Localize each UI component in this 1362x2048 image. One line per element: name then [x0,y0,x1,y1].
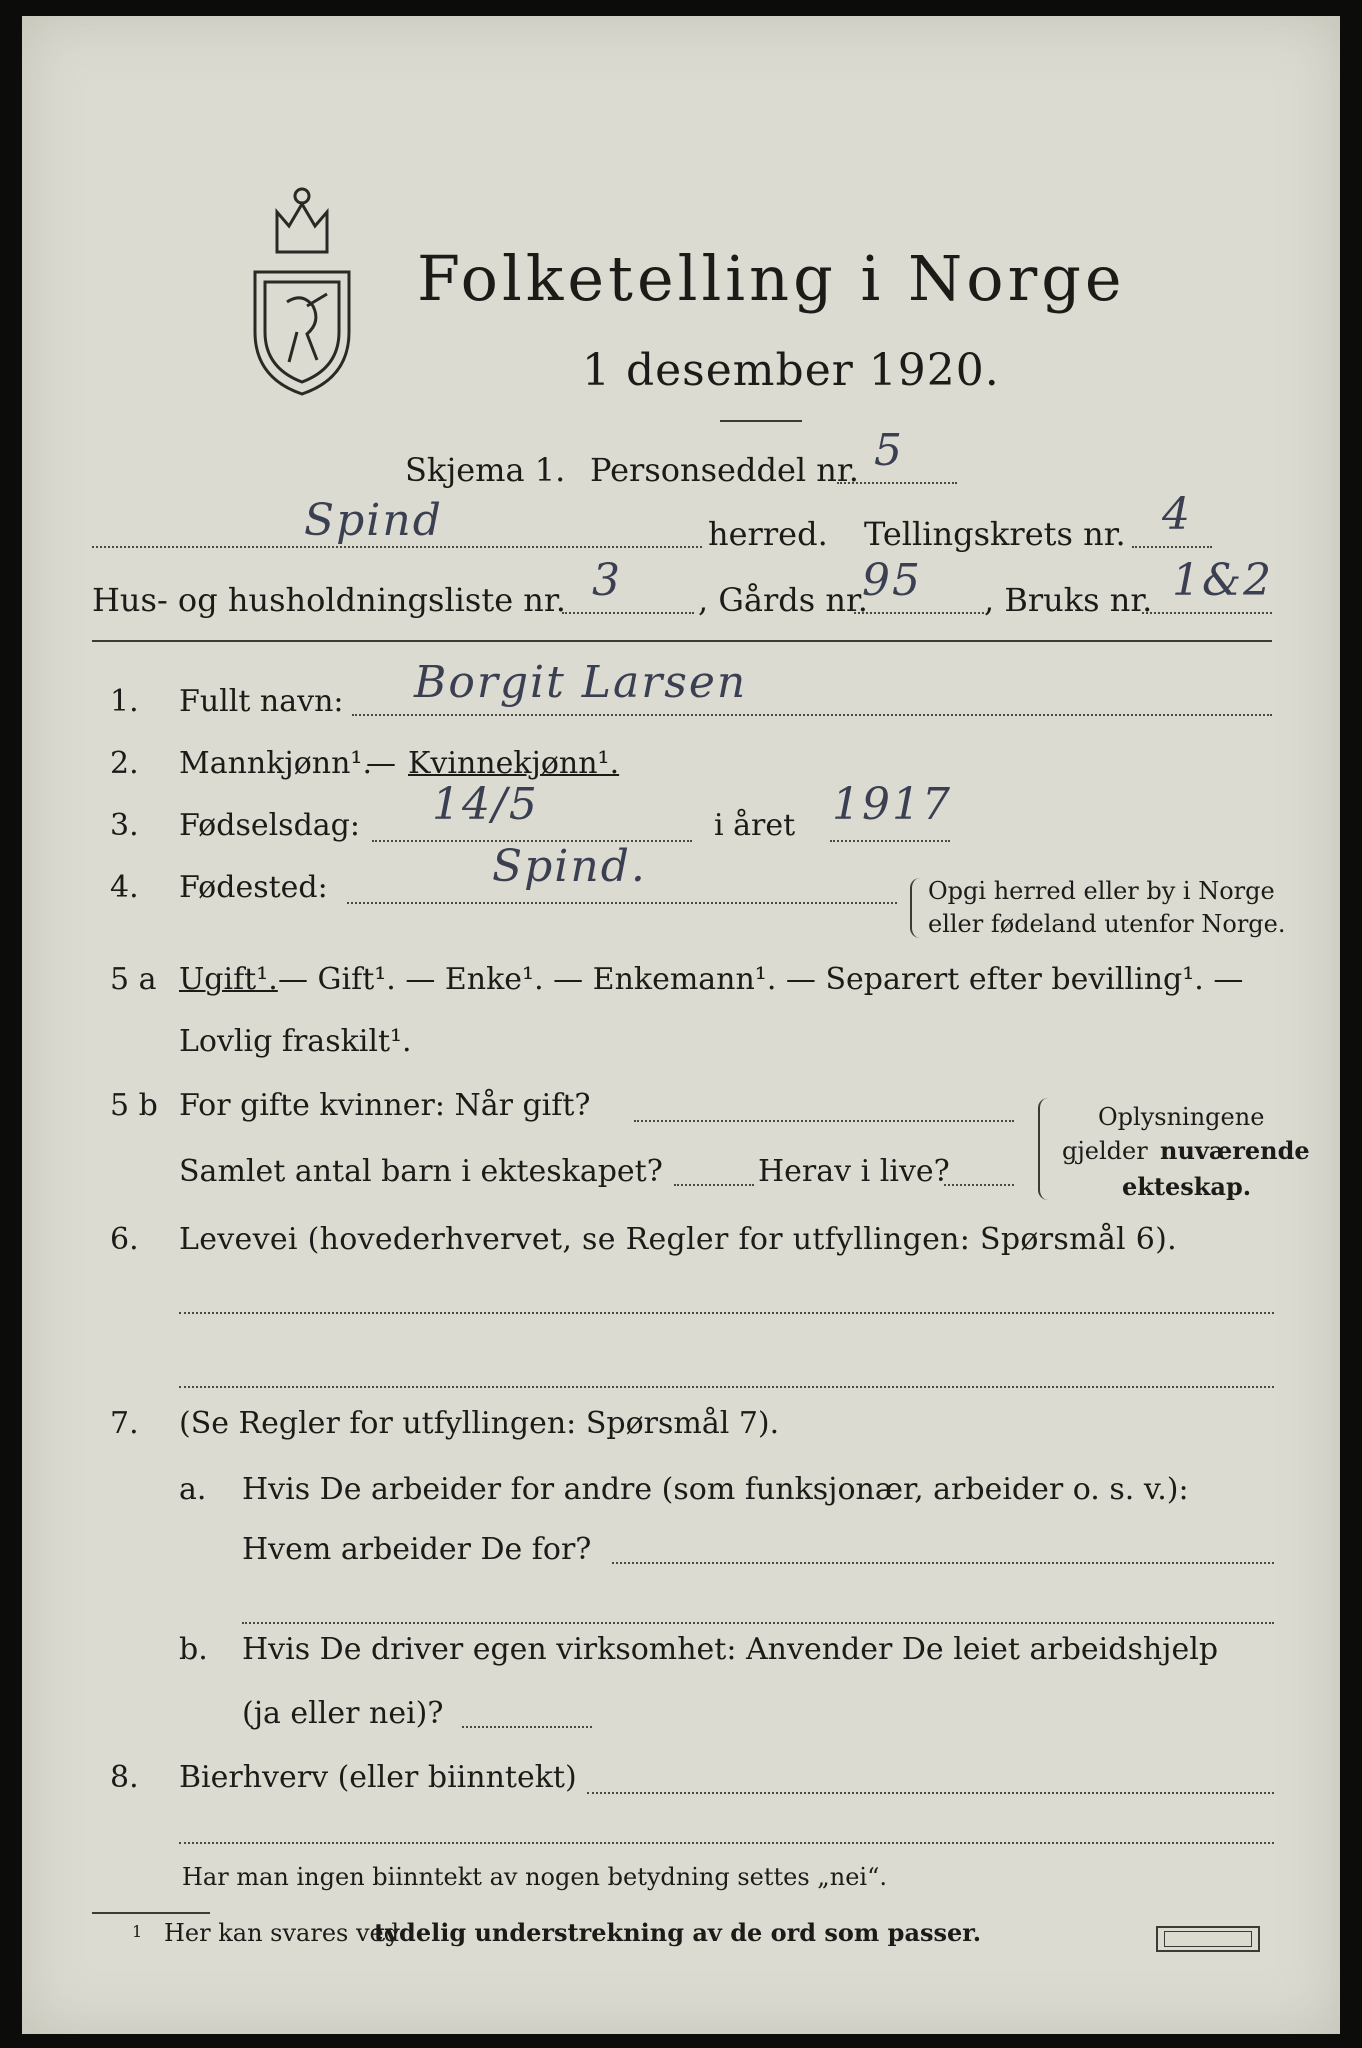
q7-label: (Se Regler for utfyllingen: Spørsmål 7). [179,1406,780,1441]
q5b-label: For gifte kvinner: Når gift? [179,1088,591,1123]
q5a-number: 5 a [110,962,157,997]
q6-line1 [179,1312,1274,1314]
q8-note: Har man ingen biinntekt av nogen betydning settes „nei“. [182,1863,887,1891]
q5b-children-line [674,1184,754,1186]
q7b-label: Hvis De driver egen virksomhet: Anvender De leiet arbeidshjelp [242,1632,1219,1667]
q6-line2 [179,1386,1274,1388]
norwegian-coat-of-arms-icon [247,182,357,398]
personseddel-label: Personseddel nr. [590,451,859,489]
q5b-note-line1: Oplysningene [1098,1103,1265,1131]
q4-brace [910,878,920,938]
q2-separator: — [366,746,396,781]
title-divider [720,420,802,422]
footnote-divider [92,1912,210,1914]
footnote-text-bold: tydelig understrekning av de ord som passer. [374,1918,982,1947]
q1-label: Fullt navn: [179,684,344,719]
q8-label: Bierhverv (eller biinntekt) [179,1760,577,1795]
printer-stamp [1156,1926,1260,1952]
printer-stamp-icon [1164,1931,1252,1947]
q8-line1 [587,1792,1274,1794]
q3-year-label: i året [714,808,796,843]
q5b-married-line [634,1120,1014,1122]
herred-label: herred. [708,515,828,553]
q3-label: Fødselsdag: [179,808,360,843]
q2-option-female[interactable]: Kvinnekjønn¹. [408,746,620,781]
q5b-note-line2: gjelder [1062,1137,1148,1165]
q1-line [352,714,1272,716]
q6-label: Levevei (hovederhvervet, se Regler for utfyllingen: Spørsmål 6). [179,1222,1177,1257]
q4-number: 4. [110,870,139,905]
q2-number: 2. [110,746,139,781]
bruks-label: , Bruks nr. [984,581,1153,619]
husholdningsliste-value[interactable]: 3 [592,555,622,606]
form-title: Folketelling i Norge [417,242,1126,315]
q8-line2 [179,1842,1274,1844]
q6-number: 6. [110,1222,139,1257]
q7b-answer-label: (ja eller nei)? [242,1696,444,1731]
husholdningsliste-label: Hus- og husholdningsliste nr. [92,581,566,619]
herred-value[interactable]: Spind [304,495,443,546]
footnote-marker: 1 [132,1922,143,1941]
tellingskrets-value[interactable]: 4 [1162,489,1192,540]
q5b-children-label: Samlet antal barn i ekteskapet? [179,1154,663,1189]
q4-note-line1: Opgi herred eller by i Norge [928,877,1275,905]
q7a-letter: a. [179,1472,207,1507]
q7b-letter: b. [179,1632,208,1667]
herred-line [92,546,702,548]
q1-number: 1. [110,684,139,719]
bruks-value[interactable]: 1&2 [1172,555,1274,606]
q2-option-male: Mannkjønn¹. [179,746,372,781]
q3-year-line [830,840,950,842]
q7-number: 7. [110,1406,139,1441]
gards-line [854,612,984,614]
q5b-number: 5 b [110,1088,158,1123]
census-form-page [22,16,1340,2034]
bruks-line [1142,612,1272,614]
q5b-note-line3: ekteskap. [1122,1172,1252,1201]
q7a-label: Hvis De arbeider for andre (som funksjonær, arbeider o. s. v.): [242,1472,1189,1507]
q7a-extra-line [242,1622,1274,1624]
personseddel-value[interactable]: 5 [874,425,904,476]
q5b-note-line2-bold: nuværende [1160,1136,1310,1165]
q3-number: 3. [110,808,139,843]
q5b-brace [1038,1098,1048,1200]
tellingskrets-line [1132,546,1212,548]
footnote-text: Her kan svares ved [164,1919,400,1947]
q7b-answer-line [462,1726,592,1728]
q7a-employer-label: Hvem arbeider De for? [242,1532,592,1567]
q5b-alive-line [944,1184,1014,1186]
q3-year-value[interactable]: 1917 [832,779,952,830]
tellingskrets-label: Tellingskrets nr. [864,515,1126,553]
gards-value[interactable]: 95 [862,555,922,606]
q5a-option-fraskilt: Lovlig fraskilt¹. [179,1024,412,1059]
form-date: 1 desember 1920. [582,345,1000,396]
q4-line [347,902,897,904]
q5a-other-options: — Gift¹. — Enke¹. — Enkemann¹. — Separert efter bevilling¹. — [278,962,1244,997]
q5a-option-ugift[interactable]: Ugift¹. [179,962,278,997]
husholdningsliste-line [562,612,694,614]
q7a-employer-line [612,1562,1274,1564]
header-divider [92,640,1272,642]
q4-label: Fødested: [179,870,328,905]
q1-value[interactable]: Borgit Larsen [414,657,748,708]
q8-number: 8. [110,1760,139,1795]
gards-label: , Gårds nr. [698,581,868,619]
schema-label: Skjema 1. [405,451,566,489]
q4-value[interactable]: Spind. [492,841,647,892]
personseddel-line [837,482,957,484]
q4-note-line2: eller fødeland utenfor Norge. [928,910,1286,938]
q3-value[interactable]: 14/5 [432,779,539,830]
q5b-alive-label: Herav i live? [758,1154,950,1189]
